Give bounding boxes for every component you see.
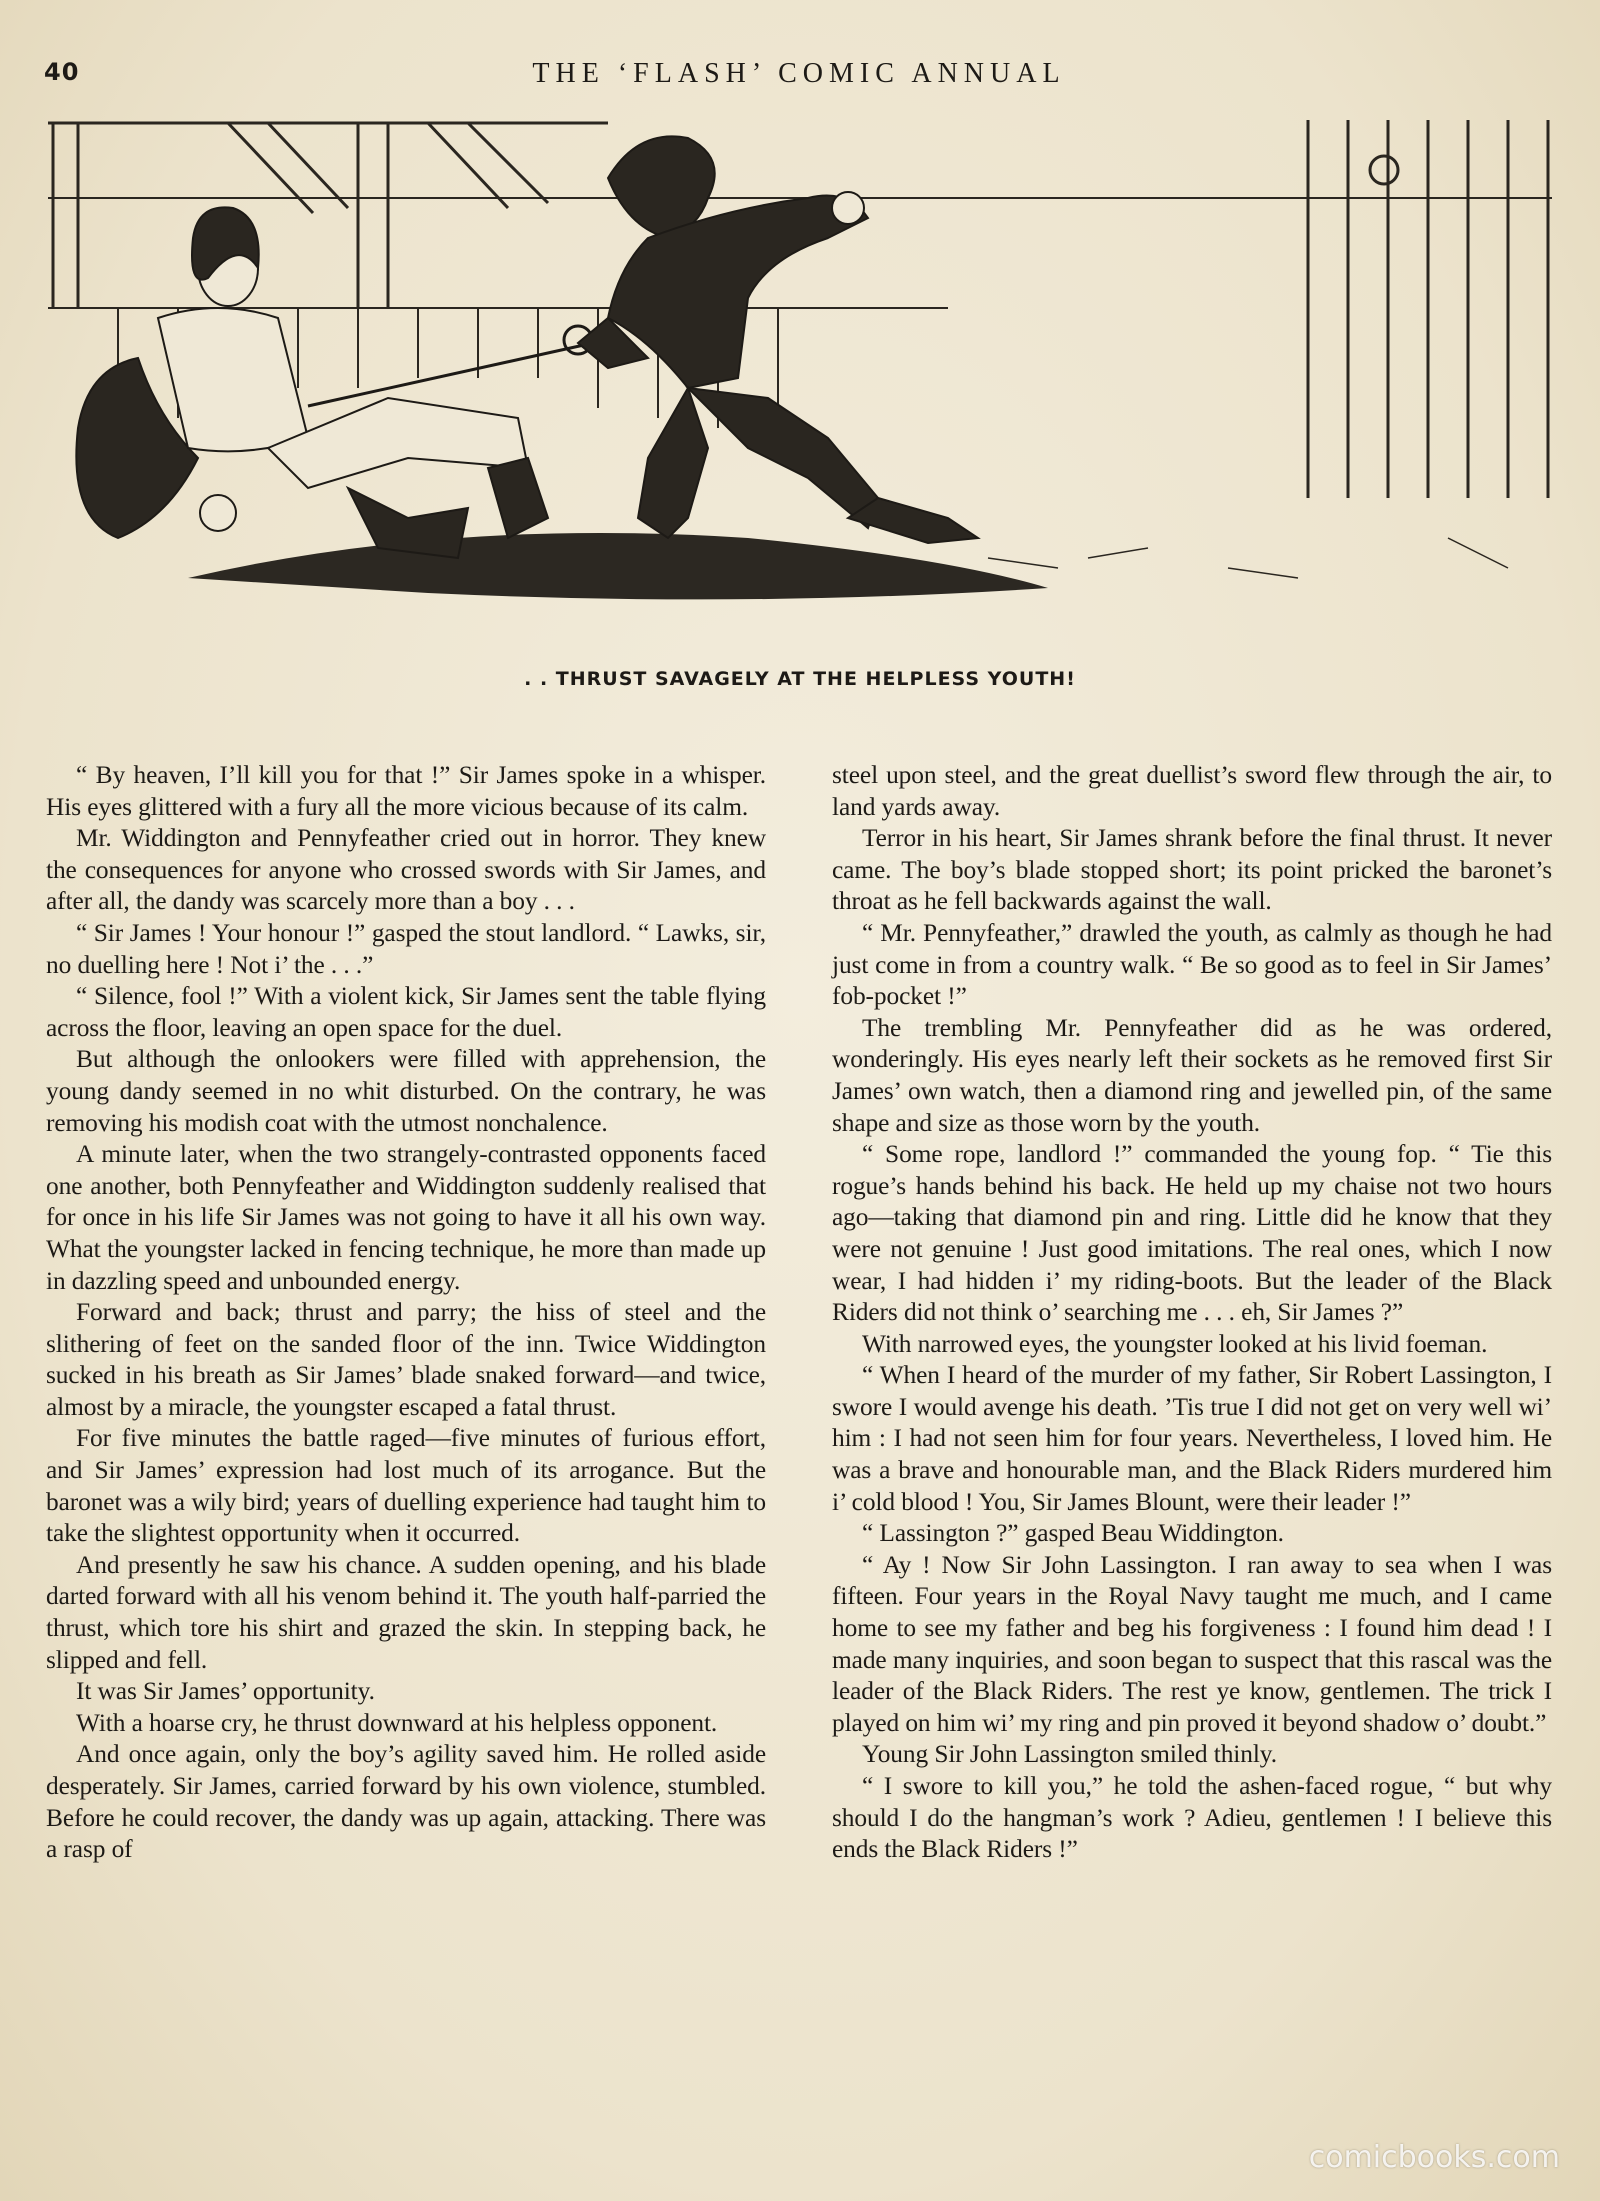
paragraph: With a hoarse cry, he thrust downward at his helpless opponent.	[76, 1708, 718, 1737]
duel-drawing	[48, 118, 1552, 658]
paragraph: And once again, only the boy’s agility saved him. He rolled aside desperately. Sir James, carried forward by his own violence, stumbled. Before he could recover, the dandy was up again, attacking. There was a rasp of	[46, 1740, 766, 1864]
fallen-youth	[76, 207, 548, 558]
paragraph: Young Sir John Lassington smiled thinly.	[862, 1740, 1277, 1769]
paragraph: steel upon steel, and the great duellist’s sword flew through the air, to land yards away.	[832, 761, 1552, 821]
floor-shadow	[188, 533, 1048, 599]
running-title: THE ‘FLASH’ COMIC ANNUAL	[532, 58, 1066, 89]
illustration-caption: . . THRUST SAVAGELY AT THE HELPLESS YOUTH!	[524, 668, 1076, 690]
paragraph: Terror in his heart, Sir James shrank before the final thrust. It never came. The boy’s blade stopped short; its point pricked the baronet’s throat as he fell backwards against the wall.	[832, 824, 1552, 916]
right-column	[832, 760, 1552, 1866]
floor-lines	[988, 538, 1508, 578]
paragraph: It was Sir James’ opportunity.	[76, 1677, 375, 1706]
rapier	[308, 343, 593, 406]
paragraph: “ Ay ! Now Sir John Lassington. I ran away to sea when I was fifteen. Four years in the Royal Navy taught me much, and I came home to see my father and beg his forgiveness : I found him dead ! I made many inquiries, and soon began to suspect that this rascal was the leader of the Black Riders. The rest ye know, gentlemen. The trick I played on him wi’ my ring and pin proved it beyond shadow o’ doubt.”	[832, 1550, 1552, 1737]
site-watermark: comicbooks.com	[1308, 2140, 1560, 2175]
paragraph: For five minutes the battle raged—five minutes of furious effort, and Sir James’ expression had lost much of its arrogance. But the baronet was a wily bird; years of duelling experience had taught him to take the slightest opportunity when it occurred.	[46, 1424, 766, 1548]
paragraph: “ Lassington ?” gasped Beau Widdington.	[862, 1519, 1284, 1548]
paragraph: “ Mr. Pennyfeather,” drawled the youth, as calmly as though he had just come in from a country walk. “ Be so good as to feel in Sir James’ fob-pocket !”	[832, 918, 1552, 1011]
paragraph: “ Silence, fool !” With a violent kick, Sir James sent the table flying across the floor, leaving an open space for the duel.	[46, 982, 766, 1042]
paragraph: “ I swore to kill you,” he told the ashen-faced rogue, “ but why should I do the hangman’s work ? Adieu, gentlemen ! I believe this ends the Black Riders !”	[832, 1772, 1552, 1864]
paragraph: “ Some rope, landlord !” commanded the young fop. “ Tie this rogue’s hands behind his back. He held up my chaise not two hours ago—taking that diamond pin and ring. Little did he know that they were not genuine ! Just good imitations. The real ones, which I now wear, I had hidden i’ my riding-boots. But the leader of the Black Riders did not think o’ searching me . . . eh, Sir James ?”	[832, 1140, 1552, 1327]
paragraph: And presently he saw his chance. A sudden opening, and his blade darted forward with all his venom behind it. The youth half-parried the thrust, which tore his shirt and grazed the skin. In stepping back, he slipped and fell.	[46, 1550, 766, 1674]
story-text	[46, 760, 1552, 2160]
paragraph: Mr. Widdington and Pennyfeather cried out in horror. They knew the consequences for anyone who crossed swords with Sir James, and after all, the dandy was scarcely more than a boy . . .	[46, 824, 766, 916]
paragraph: “ When I heard of the murder of my father, Sir Robert Lassington, I swore I would avenge his death. ’Tis true I did not get on very well wi’ him : I had not seen him for four years. Nevertheless, I loved him. He was a brave and honourable man, and the Black Riders murdered him i’ cold blood ! You, Sir James Blount, were their leader !”	[832, 1361, 1552, 1516]
door	[1308, 120, 1548, 498]
paragraph: But although the onlookers were filled with apprehension, the young dandy seemed in no whit disturbed. On the contrary, he was removing his modish coat with the utmost nonchalence.	[46, 1045, 766, 1137]
paragraph: The trembling Mr. Pennyfeather did as he was ordered, wonderingly. His eyes nearly left their sockets as he removed first Sir James’ own watch, then a diamond ring and jewelled pin, of the same shape and size as those worn by the youth.	[832, 1013, 1552, 1137]
page-header	[44, 58, 1554, 98]
paragraph: “ Sir James ! Your honour !” gasped the stout landlord. “ Lawks, sir, no duelling here ! Not i’ the . . .”	[46, 918, 766, 979]
page-number: 40	[44, 58, 80, 86]
ceiling-beams	[48, 123, 608, 308]
duel-illustration	[48, 118, 1552, 658]
paragraph: “ By heaven, I’ll kill you for that !” Sir James spoke in a whisper. His eyes glittered with a fury all the more vicious because of its calm.	[46, 761, 766, 821]
left-column	[46, 760, 766, 1866]
paragraph: Forward and back; thrust and parry; the hiss of steel and the slithering of feet on the sanded floor of the inn. Twice Widdington sucked in his breath as Sir James’ blade snaked forward—and twice, almost by a miracle, the youngster escaped a fatal thrust.	[46, 1298, 766, 1421]
paragraph: A minute later, when the two strangely-contrasted opponents faced one another, both Pennyfeather and Widdington suddenly realised that for once in his life Sir James was not going to have it all his own way. What the youngster lacked in fencing technique, he more than made up in dazzling speed and unbounded energy.	[46, 1140, 766, 1295]
paragraph: With narrowed eyes, the youngster looked at his livid foeman.	[862, 1329, 1488, 1358]
